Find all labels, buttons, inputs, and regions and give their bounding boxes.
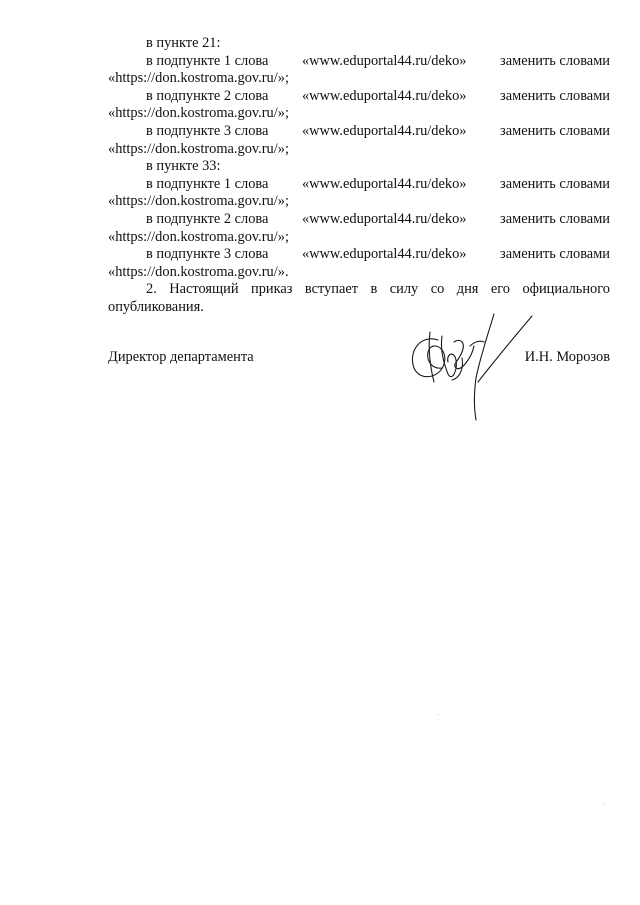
subpoint-label: в подпункте 2 слова <box>146 210 269 227</box>
clause-word: 2. <box>146 281 157 298</box>
subpoint-label: в подпункте 3 слова <box>146 246 269 263</box>
clause-word: в <box>370 281 378 298</box>
replace-phrase: заменить словами <box>500 52 610 69</box>
old-value: «www.eduportal44.ru/deko» <box>301 87 467 104</box>
replace-phrase: заменить словами <box>500 210 610 227</box>
clause-word: со <box>430 281 445 298</box>
point-33-heading: в пункте 33: <box>146 158 221 175</box>
clause-word: приказ <box>251 281 293 298</box>
replace-phrase: заменить словами <box>500 122 610 139</box>
subpoint-label: в подпункте 1 слова <box>146 52 269 69</box>
subpoint-label: в подпункте 3 слова <box>146 122 269 139</box>
scan-speck <box>604 803 605 804</box>
clause-2-line-2: опубликования. <box>108 298 204 315</box>
old-value: «www.eduportal44.ru/deko» <box>301 52 467 69</box>
signer-name: И.Н. Морозов <box>524 349 610 365</box>
point-21-subpoint-2 <box>108 88 610 106</box>
old-value: «www.eduportal44.ru/deko» <box>301 210 467 227</box>
clause-word: силу <box>389 281 419 298</box>
clause-2-line-1 <box>108 281 610 299</box>
clause-word: официального <box>522 281 610 298</box>
point-21-subpoint-2-new-value: «https://don.kostroma.gov.ru/»; <box>108 105 289 122</box>
clause-word: дня <box>456 281 479 298</box>
signer-position-title: Директор департамента <box>108 349 254 365</box>
replace-phrase: заменить словами <box>500 175 610 192</box>
replace-phrase: заменить словами <box>500 87 610 104</box>
point-21-subpoint-1 <box>108 53 610 71</box>
point-33-subpoint-1-new-value: «https://don.kostroma.gov.ru/»; <box>108 193 289 210</box>
subpoint-label: в подпункте 1 слова <box>146 175 269 192</box>
point-33-subpoint-2-new-value: «https://don.kostroma.gov.ru/»; <box>108 228 289 245</box>
point-33-subpoint-2 <box>108 211 610 229</box>
subpoint-label: в подпункте 2 слова <box>146 87 269 104</box>
old-value: «www.eduportal44.ru/deko» <box>301 175 467 192</box>
amendments-text <box>108 35 610 317</box>
signature-block <box>108 344 610 444</box>
point-33-subpoint-1 <box>108 176 610 194</box>
point-33-subpoint-3-new-value: «https://don.kostroma.gov.ru/». <box>108 263 289 280</box>
point-21-subpoint-3-new-value: «https://don.kostroma.gov.ru/»; <box>108 140 289 157</box>
point-33-subpoint-3 <box>108 246 610 264</box>
replace-phrase: заменить словами <box>500 246 610 263</box>
point-21-heading: в пункте 21: <box>146 35 221 51</box>
clause-word: его <box>490 281 510 298</box>
scan-speck <box>438 714 439 715</box>
handwritten-signature <box>400 312 540 422</box>
old-value: «www.eduportal44.ru/deko» <box>301 246 467 263</box>
point-21-subpoint-3 <box>108 123 610 141</box>
clause-word: вступает <box>304 281 359 298</box>
clause-word: Настоящий <box>169 281 239 298</box>
old-value: «www.eduportal44.ru/deko» <box>301 122 467 139</box>
point-21-subpoint-1-new-value: «https://don.kostroma.gov.ru/»; <box>108 70 289 87</box>
